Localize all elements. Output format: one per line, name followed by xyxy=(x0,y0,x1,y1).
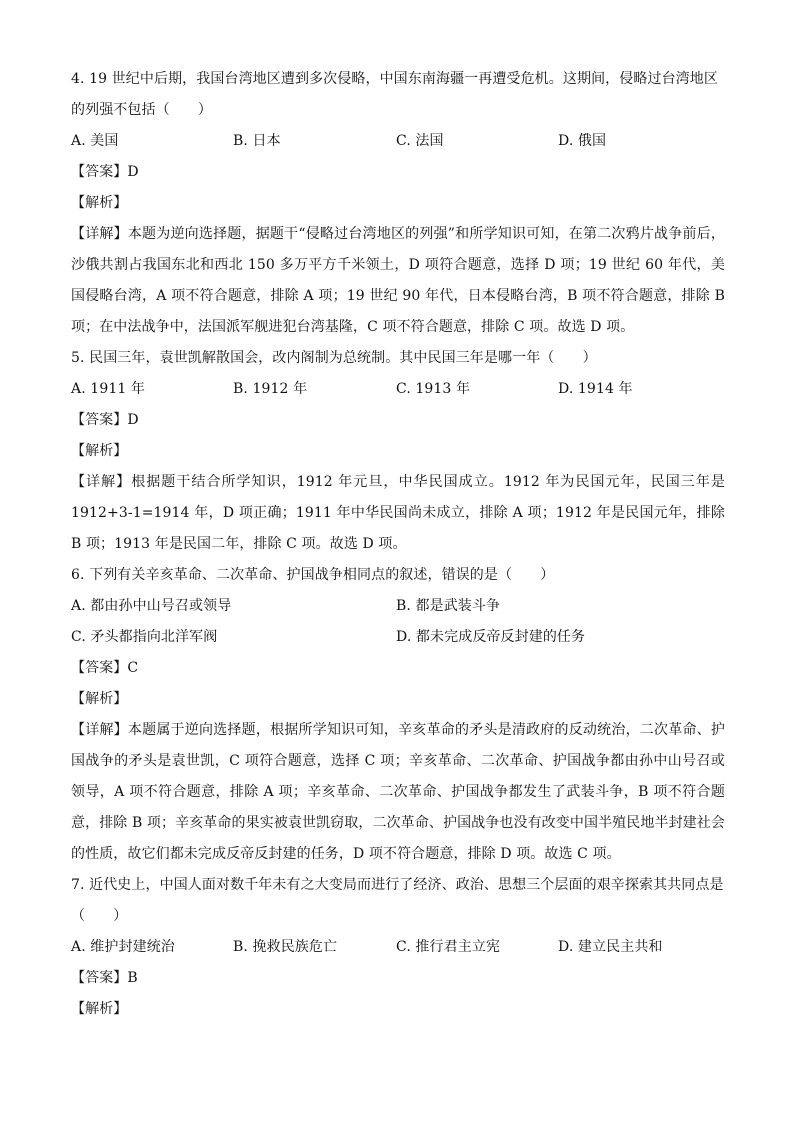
question-4 xyxy=(71,64,725,343)
answer-line xyxy=(71,157,725,188)
option-c: C. 法国 xyxy=(396,133,444,149)
answer-line xyxy=(71,653,725,684)
option-a: A. 都由孙中山号召或领导 xyxy=(71,598,232,614)
answer-value: D xyxy=(127,164,139,180)
detail-label: 【详解】 xyxy=(71,226,128,242)
analysis-label: 【解析】 xyxy=(71,195,128,211)
option-b: B. 都是武装斗争 xyxy=(396,598,501,614)
detail-text: 根据题干结合所学知识，1912 年元旦，中华民国成立。1912 年为民国元年，民国三年是 1912+3-1=1914 年，D 项正确；1911 年中华民国尚未成立，排除 A 项；1912 年是民国元年，排除 B 项；1913 年是民国二年，排除 C 项。故选 D 项。 xyxy=(71,474,725,552)
option-b: B. 1912 年 xyxy=(233,381,308,397)
document-content xyxy=(71,64,725,1025)
detail-label: 【详解】 xyxy=(71,722,128,738)
option-a: A. 美国 xyxy=(71,133,119,149)
question-stem: 5. 民国三年，袁世凯解散国会，改内阁制为总统制。其中民国三年是哪一年（ ） xyxy=(71,350,597,366)
question-stem: 4. 19 世纪中后期，我国台湾地区遭到多次侵略，中国东南海疆一再遭受危机。这期间，侵略过台湾地区的列强不包括（ ） xyxy=(71,71,718,118)
analysis-label: 【解析】 xyxy=(71,691,128,707)
detail-paragraph xyxy=(71,715,725,870)
answer-label: 【答案】 xyxy=(71,164,128,180)
option-a: A. 维护封建统治 xyxy=(71,939,175,955)
analysis-label: 【解析】 xyxy=(71,1001,128,1017)
option-c: C. 矛头都指向北洋军阀 xyxy=(71,629,218,645)
options-row-2 xyxy=(71,622,725,653)
detail-text: 本题为逆向选择题，据题干“侵略过台湾地区的列强”和所学知识可知，在第二次鸦片战争前后，沙俄共割占我国东北和西北 150 多万平方千米领土，D 项符合题意，选择 D 项；19 世纪 60 年代，美国侵略台湾，A 项不符合题意，排除 A 项；19 世纪 90 年代，日本侵略台湾，B 项不符合题意，排除 B 项；在中法战争中，法国派军舰进犯台湾基隆，C 项不符合题意，排除 C 项。故选 D 项。 xyxy=(71,226,725,335)
detail-paragraph xyxy=(71,219,725,343)
question-6 xyxy=(71,560,725,870)
answer-label: 【答案】 xyxy=(71,412,128,428)
detail-text: 本题属于逆向选择题，根据所学知识可知，辛亥革命的矛头是清政府的反动统治，二次革命、护国战争的矛头是袁世凯，C 项符合题意，选择 C 项；辛亥革命、二次革命、护国战争都由孙中山号召或领导，A 项不符合题意，排除 A 项；辛亥革命、二次革命、护国战争都发生了武装斗争，B 项不符合题意，排除 B 项；辛亥革命的果实被袁世凯窃取，二次革命、护国战争也没有改变中国半殖民地半封建社会的性质，故它们都未完成反帝反封建的任务，D 项不符合题意，排除 D 项。故选 C 项。 xyxy=(71,722,725,862)
options-row xyxy=(71,932,725,963)
answer-value: B xyxy=(127,970,138,986)
options-row xyxy=(71,374,725,405)
answer-line xyxy=(71,963,725,994)
question-7 xyxy=(71,870,725,1025)
option-b: B. 挽救民族危亡 xyxy=(233,939,338,955)
answer-label: 【答案】 xyxy=(71,970,128,986)
analysis-label: 【解析】 xyxy=(71,443,128,459)
option-d: D. 建立民主共和 xyxy=(558,939,663,955)
answer-line xyxy=(71,405,725,436)
options-row xyxy=(71,126,725,157)
answer-label: 【答案】 xyxy=(71,660,128,676)
question-stem: 6. 下列有关辛亥革命、二次革命、护国战争相同点的叙述，错误的是（ ） xyxy=(71,567,555,583)
answer-value: D xyxy=(127,412,139,428)
options-row-1 xyxy=(71,591,725,622)
option-c: C. 推行君主立宪 xyxy=(396,939,501,955)
question-5 xyxy=(71,343,725,560)
option-d: D. 都未完成反帝反封建的任务 xyxy=(396,629,586,645)
option-d: D. 1914 年 xyxy=(558,381,633,397)
option-d: D. 俄国 xyxy=(558,133,607,149)
option-c: C. 1913 年 xyxy=(396,381,471,397)
answer-value: C xyxy=(127,660,139,676)
option-b: B. 日本 xyxy=(233,133,281,149)
option-a: A. 1911 年 xyxy=(71,381,145,397)
detail-paragraph xyxy=(71,467,725,560)
question-stem: 7. 近代史上，中国人面对数千年未有之大变局而进行了经济、政治、思想三个层面的艰辛探索其共同点是（ ） xyxy=(71,877,724,924)
detail-label: 【详解】 xyxy=(71,474,132,490)
